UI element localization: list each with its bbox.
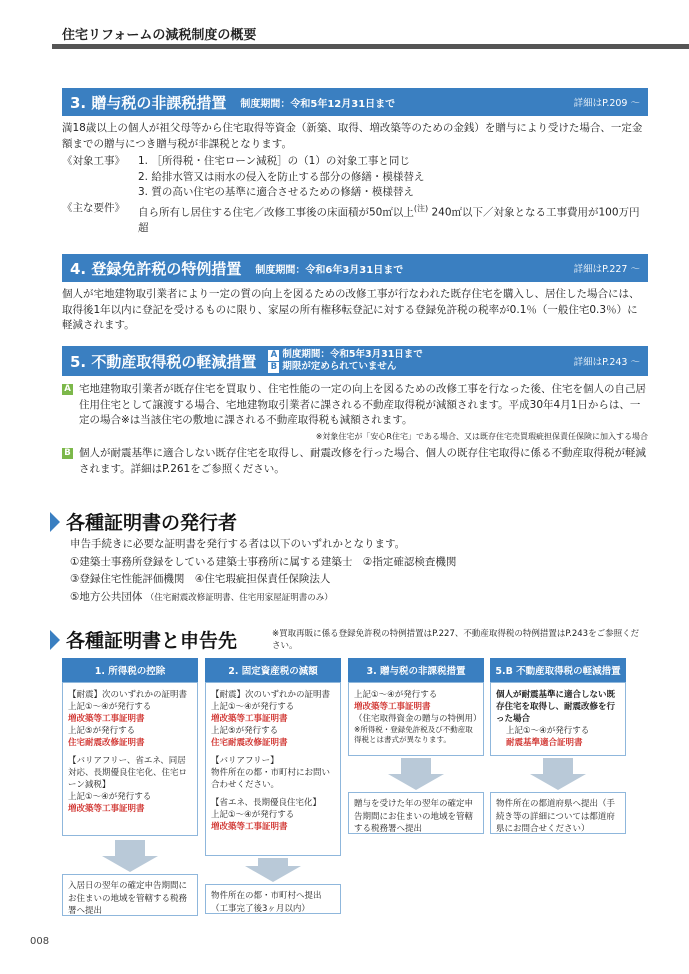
down-arrow-icon: [245, 858, 301, 882]
work-item: 2. 給排水管又は雨水の侵入を防止する部分の修繕・模様替え: [138, 170, 425, 183]
section-5-bar: [62, 346, 648, 376]
cert-column-4: [490, 658, 626, 756]
issuer-list: [70, 536, 648, 607]
cert-col-head: 2. 固定資産税の減額: [205, 658, 341, 682]
page-title: 住宅リフォームの減税制度の概要: [62, 28, 257, 43]
section-3-text: 満18歳以上の個人が祖父母等から住宅取得等資金（新築、取得、増改築等のための金銭）を贈与により受けた場合、一定金額までの贈与につき贈与税が非課税となります。: [62, 122, 643, 150]
section-5-period-b: 期限が定められていません: [282, 361, 397, 372]
section-5-body: [62, 382, 648, 477]
triangle-icon: [50, 512, 60, 532]
cert-col-box: 個人が耐震基準に適合しない既存住宅を取得し、耐震改修を行った場合 上記①～④が発行する 耐震基準適合証明書: [490, 682, 626, 756]
section-3-title: 3. 贈与税の非課税措置: [70, 93, 227, 112]
issuers-title: 各種証明書の発行者: [66, 512, 238, 534]
section-5-detail: 詳細はP.243 ～: [573, 357, 640, 368]
section-4-title: 4. 登録免許税の特例措置: [70, 259, 242, 278]
result-box-3: 贈与を受けた年の翌年の確定申告期間にお住まいの地域を管轄する税務署へ提出: [348, 792, 484, 834]
cert-col-head: 5.B 不動産取得税の軽減措置: [490, 658, 626, 682]
section-4-body: 個人が宅地建物取引業者により一定の質の向上を図るための改修工事が行なわれた既存住宅を購入し、居住した場合には、取得後1年以内に登記を受けるものに限り、家屋の所有権移転登記に対する登録免許税の税率が0.1％（一般住宅0.3％）に軽減されます。: [62, 288, 640, 331]
issuers-heading: [50, 508, 237, 535]
issuer-line: ③登録住宅性能評価機関 ④住宅瑕疵担保責任保険法人: [70, 573, 331, 585]
issuer-line: ⑤地方公共団体 （住宅耐震改修証明書、住宅用家屋証明書のみ）: [70, 590, 333, 603]
cert-column-1: [62, 658, 198, 836]
cert-col-box: 【耐震】次のいずれかの証明書 上記①～④が発行する 増改築等工事証明書 上記⑤が発行する 住宅耐震改修証明書 【バリアフリー、省エネ、同居対応、長期優良住宅化、住宅ローン減税】 上記①～④が発行する 増改築等工事証明書: [62, 682, 198, 836]
cert-col-box: 上記①～④が発行する 増改築等工事証明書 （住宅取得資金の贈与の特例用） ※所得税・登録免許税及び不動産取得税とは書式が異なります。: [348, 682, 484, 756]
section-3-body: [62, 121, 648, 236]
result-box-4: 物件所在の都道府県へ提出（手続き等の詳細については都道府県にお問合せください）: [490, 792, 626, 834]
badge-b: B: [268, 362, 279, 373]
header-rule: [52, 44, 689, 49]
work-item: 3. 質の高い住宅の基準に適合させるための修繕・模様替え: [138, 186, 414, 198]
triangle-icon: [50, 630, 60, 650]
page-number: 008: [30, 936, 50, 947]
section-3-detail: 詳細はP.209 ～: [573, 98, 640, 109]
work-item: 1. ［所得税・住宅ローン減税］の（1）の対象工事と同じ: [138, 155, 410, 167]
down-arrow-icon: [530, 758, 586, 790]
item-b-text: 個人が耐震基準に適合しない既存住宅を取得し、耐震改修を行った場合、個人の既存住宅取得に係る不動産取得税が軽減されます。詳細はP.261をご参照ください。: [79, 447, 646, 475]
certs-note: ※買取再販に係る登録免許税の特例措置はP.227、不動産取得税の特例措置はP.243をご参照ください。: [272, 629, 640, 651]
section-4-detail: 詳細はP.227 ～: [573, 264, 640, 275]
req-label: 《主な要件》: [62, 201, 125, 214]
cert-col-head: 3. 贈与税の非課税措置: [348, 658, 484, 682]
down-arrow-icon: [388, 758, 444, 790]
cert-column-3: [348, 658, 484, 756]
cert-col-head: 1. 所得税の控除: [62, 658, 198, 682]
down-arrow-icon: [102, 840, 158, 872]
cert-col-box: 【耐震】次のいずれかの証明書 上記①～④が発行する 増改築等工事証明書 上記⑤が発行する 住宅耐震改修証明書 【バリアフリー】 物件所在の都・市町村にお問い合わせください。 【省エネ、長期優良住宅化】 上記①～④が発行する 増改築等工事証明書: [205, 682, 341, 856]
section-4-bar: [62, 254, 648, 282]
req-text: 自ら所有し居住する住宅／改修工事後の床面積が50㎡以上$^{(注)}$ 240㎡以下／対象となる工事費用が100万円超: [138, 203, 640, 234]
issuer-intro: 申告手続きに必要な証明書を発行する者は以下のいずれかとなります。: [70, 538, 406, 550]
section-3-period: 制度期間：令和5年12月31日まで: [240, 98, 396, 110]
badge-b-green: B: [62, 448, 73, 459]
work-label: 《対象工事》: [62, 155, 125, 167]
issuer-line: ①建築士事務所登録をしている建築士事務所に属する建築士 ②指定確認検査機関: [70, 555, 457, 568]
item-a-text: 宅地建物取引業者が既存住宅を買取り、住宅性能の一定の向上を図るための改修工事を行なった後、住宅を個人の自己居住用住宅として譲渡する場合、宅地建物取引業者に課される不動産取得税が減額されます。平成30年4月1日からは、一定の場合※は当該住宅の敷地に課される不動産取得税も減額されます。: [79, 383, 646, 426]
section-5-title: 5. 不動産取得税の軽減措置: [70, 352, 257, 371]
result-box-2: 物件所在の都・市町村へ提出（工事完了後3ヶ月以内）: [205, 884, 341, 914]
section-4-period: 制度期間：令和6年3月31日まで: [255, 264, 404, 276]
badge-a-green: A: [62, 384, 73, 395]
badge-a: A: [268, 350, 279, 361]
cert-column-2: [205, 658, 341, 856]
certs-title: 各種証明書と申告先: [66, 630, 238, 652]
certs-heading: [50, 626, 237, 653]
section-5-period-a: 制度期間：令和5年3月31日まで: [282, 349, 423, 360]
section-3-bar: [62, 88, 648, 116]
result-box-1: 入居日の翌年の確定申告期間にお住まいの地域を管轄する税務署へ提出: [62, 874, 198, 916]
item-a-note: ※対象住宅が「安心R住宅」である場合、又は既存住宅売買瑕疵担保責任保険に加入する場合: [315, 431, 648, 441]
